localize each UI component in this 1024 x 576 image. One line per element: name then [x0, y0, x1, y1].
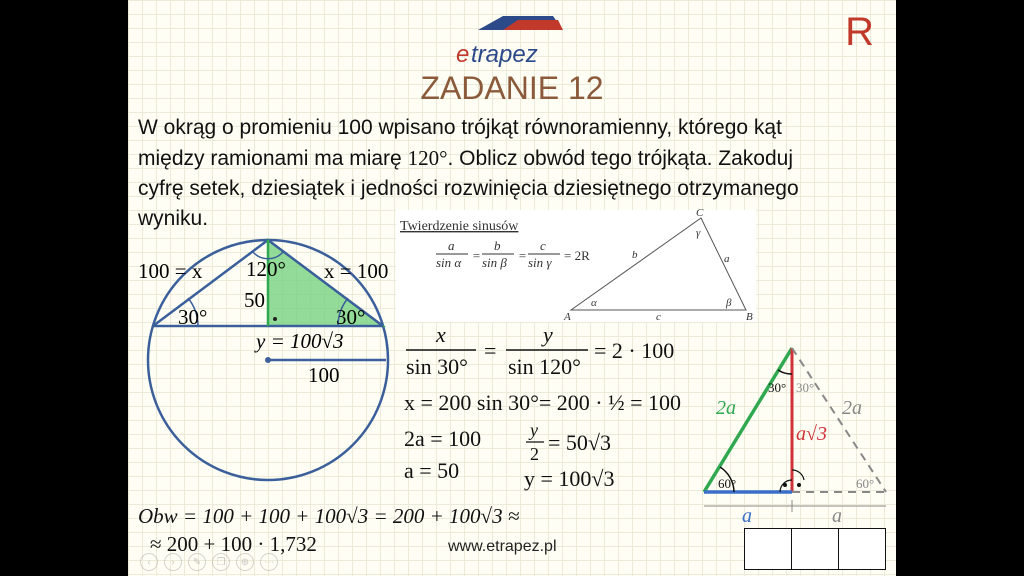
- site-url[interactable]: www.etrapez.pl: [448, 538, 557, 555]
- tri-hyp-label: 2a: [716, 397, 736, 419]
- tri-height-label: a√3: [796, 423, 827, 445]
- right-triangle-diagram: [696, 340, 896, 530]
- label-left-side: 100 = x: [138, 259, 203, 283]
- sine-sc: sin γ: [528, 255, 552, 270]
- tri-base-angle-right: 60°: [856, 476, 875, 491]
- svg-text:=: =: [484, 338, 497, 363]
- tri-hyp-dash-label: 2a: [842, 397, 862, 419]
- answer-boxes: [744, 528, 886, 570]
- page-title: ZADANIE 12: [420, 70, 604, 106]
- label-left-angle: 30°: [178, 305, 208, 329]
- left-side: [153, 240, 268, 326]
- sine-alpha: α: [591, 297, 597, 309]
- label-right-side: x = 100: [324, 259, 389, 283]
- equations-block: [398, 318, 728, 498]
- tri-base-angle-left: 60°: [718, 476, 737, 491]
- eq-4-num: y: [530, 420, 538, 440]
- sine-sa: sin α: [436, 255, 462, 270]
- problem-line-2c: . Oblicz obwód tego trójkąta. Zakoduj: [447, 147, 793, 170]
- tri-base-right-label: a: [832, 505, 842, 527]
- sine-beta: β: [726, 297, 732, 309]
- tri-top-angle-2: 30°: [796, 380, 815, 395]
- eq-frac1-num: x: [436, 322, 446, 347]
- right-angle-dot: [273, 317, 277, 321]
- sine-heading: Twierdzenie sinusów: [400, 219, 519, 234]
- eq-5: a = 50: [404, 458, 460, 483]
- logo-text: trapez: [471, 41, 538, 68]
- slide-controls[interactable]: [140, 553, 340, 575]
- problem-line-3: cyfrę setek, dziesiątek i jedności rozwinięcia dziesiętnego otrzymanego: [138, 177, 799, 200]
- center-point: [265, 357, 271, 363]
- sine-sb: sin β: [482, 255, 507, 270]
- problem-angle: 120°: [407, 146, 448, 170]
- label-height: 50: [244, 288, 265, 312]
- next-icon[interactable]: ›: [164, 553, 182, 571]
- prev-icon[interactable]: ‹: [140, 553, 158, 571]
- slide: [128, 0, 896, 576]
- copy-icon[interactable]: ❐: [212, 553, 230, 571]
- label-right-angle: 30°: [336, 305, 366, 329]
- eq-frac2-num: y: [543, 322, 553, 347]
- eq-4-den: 2: [530, 444, 539, 464]
- pen-icon[interactable]: ✎: [188, 553, 206, 571]
- sine-theorem-box: [396, 207, 756, 323]
- sine-label-A: A: [564, 311, 571, 323]
- eq-2: x = 200 sin 30°= 200 · ½ = 100: [404, 390, 682, 415]
- label-radius: 100: [308, 363, 340, 387]
- label-base: y = 100√3: [256, 329, 344, 353]
- label-top-angle: 120°: [246, 257, 286, 281]
- problem-line-4: wyniku.: [138, 207, 209, 230]
- tri-top-angle-1: 30°: [768, 380, 787, 395]
- eq-3: 2a = 100: [404, 426, 482, 451]
- sine-label-c: c: [656, 311, 661, 323]
- sine-label-B: B: [746, 311, 753, 323]
- sine-a: a: [448, 238, 455, 253]
- perimeter-line-1: Obw = 100 + 100 + 100√3 = 200 + 100√3 ≈: [138, 504, 520, 528]
- problem-line-1: W okrąg o promieniu 100 wpisano trójkąt równoramienny, którego kąt: [138, 116, 782, 139]
- perimeter-line-2: ≈ 200 + 100 · 1,732: [150, 532, 317, 556]
- logo-e: e: [456, 41, 470, 68]
- sine-end: = 2R: [564, 248, 590, 263]
- level-badge: R: [845, 10, 874, 54]
- menu-icon[interactable]: ⋯: [260, 553, 278, 571]
- eq-frac2-den: sin 120°: [508, 354, 581, 379]
- circle-diagram: [128, 230, 408, 530]
- hyp-green: [704, 348, 792, 492]
- sine-b: b: [494, 238, 501, 253]
- eq-frac1-den: sin 30°: [406, 354, 468, 379]
- problem-line-2a: między ramionami ma miarę: [138, 147, 408, 170]
- sine-c: c: [540, 238, 546, 253]
- eq-6: y = 100√3: [524, 466, 615, 491]
- svg-text:=: =: [472, 248, 481, 263]
- etrapez-logo: [458, 12, 578, 68]
- answer-box-units[interactable]: [839, 528, 886, 570]
- answer-box-hundreds[interactable]: [744, 528, 792, 570]
- zoom-icon[interactable]: ⊕: [236, 553, 254, 571]
- eq-4-end: = 50√3: [548, 430, 611, 455]
- hyp-dashed: [792, 348, 886, 492]
- sine-label-C: C: [696, 207, 704, 219]
- tri-base-left-label: a: [742, 505, 752, 527]
- sine-label-a: a: [724, 253, 730, 265]
- eq-1-end: = 2 · 100: [594, 338, 675, 363]
- sine-gamma: γ: [696, 227, 701, 239]
- svg-text:=: =: [518, 248, 527, 263]
- answer-box-tens[interactable]: [792, 528, 839, 570]
- sine-label-b: b: [632, 249, 638, 261]
